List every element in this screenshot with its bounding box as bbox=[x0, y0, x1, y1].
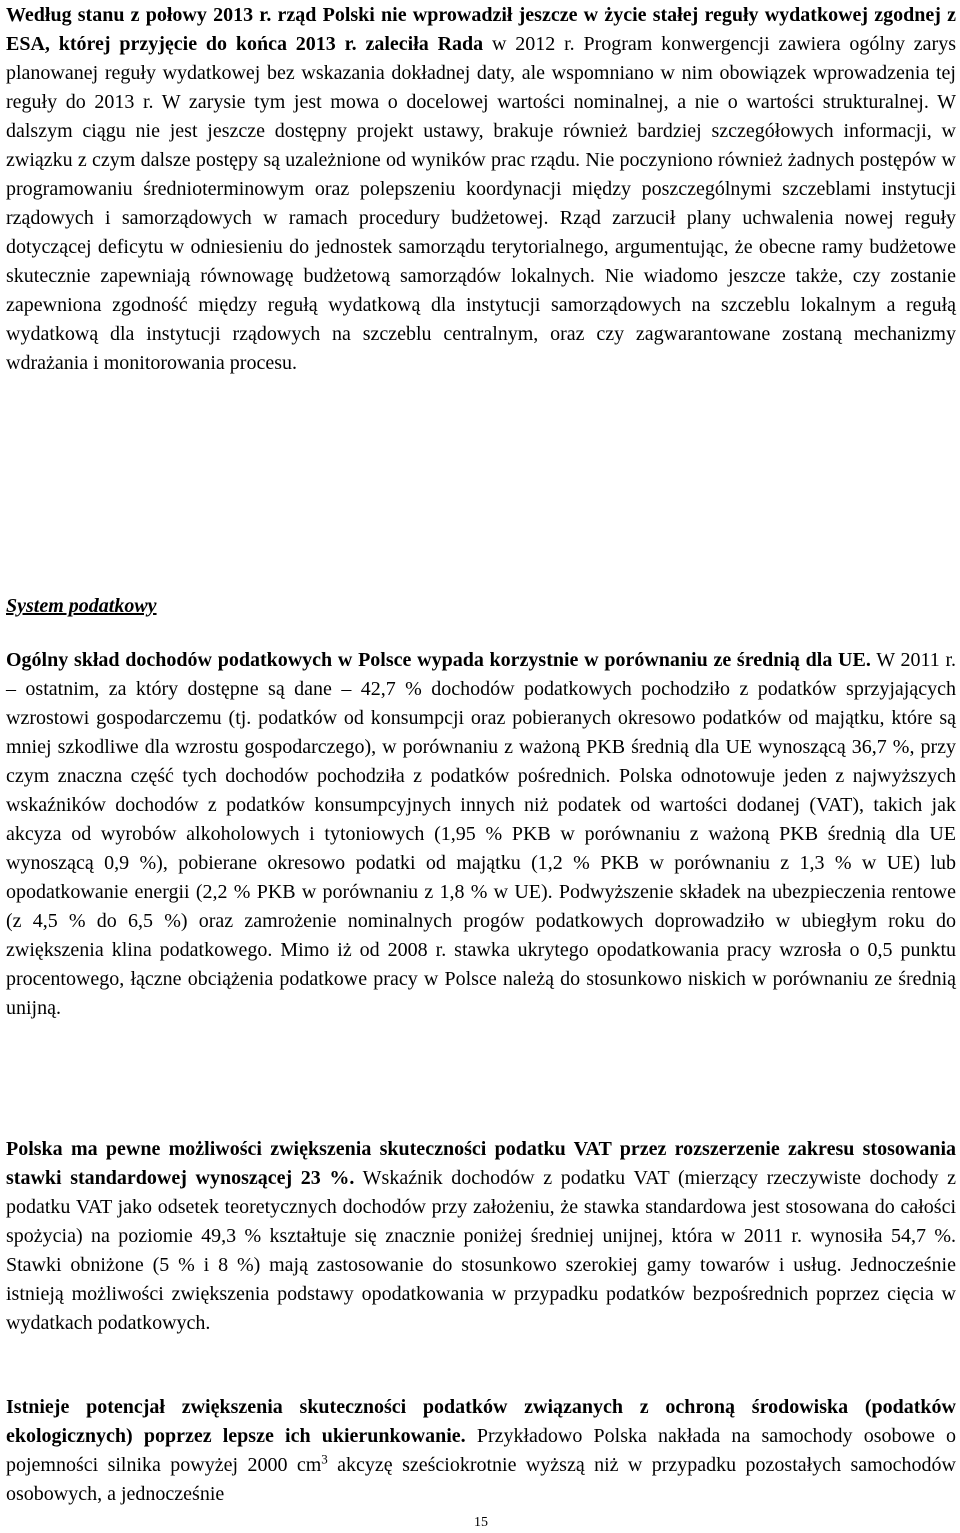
superscript: 3 bbox=[321, 1451, 328, 1467]
paragraph-body: Przykładowo Polska nakłada na samochody osobowe o pojemności silnika powyżej 2000 cm bbox=[6, 1425, 957, 1476]
paragraph-environmental-taxes bbox=[6, 1393, 956, 1509]
paragraph-tax-revenue bbox=[6, 646, 956, 1023]
paragraph-body: Wskaźnik dochodów z podatku VAT (mierzący rzeczywiste dochody z podatku VAT jako odsetek teoretycznych dochodów przy założeniu, że stawka standardowa jest stosowana do całości spożycia) na poziomie 49,3 % kształtuje się znacznie poniżej średniej unijnej, która w 2011 r. wynosiła 54,7 %. Stawki obniżone (5 % i 8 %) mają zastosowanie do stosunkowo szerokiej gamy towarów i usług. Jednocześnie istnieją możliwości zwiększenia podstawy opodatkowania w przypadku podatków bezpośrednich poprzez cięcia w wydatkach podatkowych. bbox=[6, 1167, 956, 1334]
paragraph-lead-bold: Według stanu z połowy 2013 r. rząd Polski nie wprowadził jeszcze w życie stałej reguły wydatkowej zgodnej z ESA, której przyjęcie do końca 2013 r. zaleciła Rada bbox=[6, 4, 956, 55]
paragraph-vat bbox=[6, 1135, 956, 1338]
paragraph-lead-bold: Istnieje potencjał zwiększenia skuteczności podatków związanych z ochroną środowiska (podatków ekologicznych) poprzez lepsze ich ukierunkowanie. bbox=[6, 1396, 956, 1447]
paragraph-spending-rule bbox=[6, 1, 956, 378]
page-number: 15 bbox=[474, 1515, 488, 1530]
paragraph-body-continued: akcyzę sześciokrotnie wyższą niż w przypadku pozostałych samochodów osobowych, a jednocześnie bbox=[6, 1454, 956, 1505]
document-page bbox=[6, 0, 956, 1533]
paragraph-lead-bold: Ogólny skład dochodów podatkowych w Polsce wypada korzystnie w porównaniu ze średnią dla UE. bbox=[6, 649, 871, 671]
section-heading: System podatkowy bbox=[6, 595, 157, 617]
paragraph-body: w 2012 r. Program konwergencji zawiera ogólny zarys planowanej reguły wydatkowej bez wskazania dokładnej daty, ale wspomniano w nim obowiązek wprowadzenia tej reguły do 2013 r. W zarysie tym jest mowa o docelowej wartości nominalnej, a nie o wartości strukturalnej. W dalszym ciągu nie jest jeszcze dostępny projekt ustawy, brakuje również bardziej szczegółowych informacji, w związku z czym dalsze postępy są uzależnione od wyników prac rządu. Nie poczyniono również żadnych postępów w programowaniu średnioterminowym oraz polepszeniu koordynacji między poszczególnymi szczeblami instytucji rządowych i samorządowych w ramach procedury budżetowej. Rząd zarzucił plany uchwalenia nowej reguły dotyczącej deficytu w odniesieniu do jednostek samorządu terytorialnego, argumentując, że obecne ramy budżetowe skutecznie zapewniają równowagę budżetową samorządów lokalnych. Nie wiadomo jeszcze także, czy zostanie zapewniona zgodność między regułą wydatkową dla instytucji samorządowych na szczeblu lokalnym a regułą wydatkową dla instytucji rządowych na szczeblu centralnym, oraz czy zagwarantowane zostaną mechanizmy wdrażania i monitorowania procesu. bbox=[6, 33, 956, 374]
paragraph-body: W 2011 r. – ostatnim, za który dostępne są dane – 42,7 % dochodów podatkowych pochodziło z podatków sprzyjających wzrostowi gospodarczemu (tj. podatków od konsumpcji oraz pobieranych okresowo podatków od majątku, które są mniej szkodliwe dla wzrostu gospodarczego), w porównaniu z ważoną PKB średnią dla UE wynoszącą 36,7 %, przy czym znaczna część tych dochodów pochodziła z podatków pośrednich. Polska odnotowuje jeden z najwyższych wskaźników dochodów z podatków konsumpcyjnych innych niż podatek od wartości dodanej (VAT), takich jak akcyza od wyrobów alkoholowych i tytoniowych (1,95 % PKB w porównaniu z ważoną PKB średnią dla UE wynoszącą 0,9 %), pobierane okresowo podatki od majątku (1,2 % PKB w porównaniu z 1,3 % w UE) lub opodatkowanie energii (2,2 % PKB w porównaniu z 1,8 % w UE). Podwyższenie składek na ubezpieczenia rentowe (z 4,5 % do 6,5 %) oraz zamrożenie nominalnych progów podatkowych doprowadziło w ubiegłym roku do zwiększenia klina podatkowego. Mimo iż od 2008 r. stawka ukrytego opodatkowania pracy wzrosła o 0,5 punktu procentowego, łączne obciążenia podatkowe pracy w Polsce należą do stosunkowo niskich w porównaniu ze średnią unijną. bbox=[6, 649, 957, 1019]
paragraph-lead-bold: Polska ma pewne możliwości zwiększenia skuteczności podatku VAT przez rozszerzenie zakresu stosowania stawki standardowej wynoszącej 23 %. bbox=[6, 1138, 956, 1189]
